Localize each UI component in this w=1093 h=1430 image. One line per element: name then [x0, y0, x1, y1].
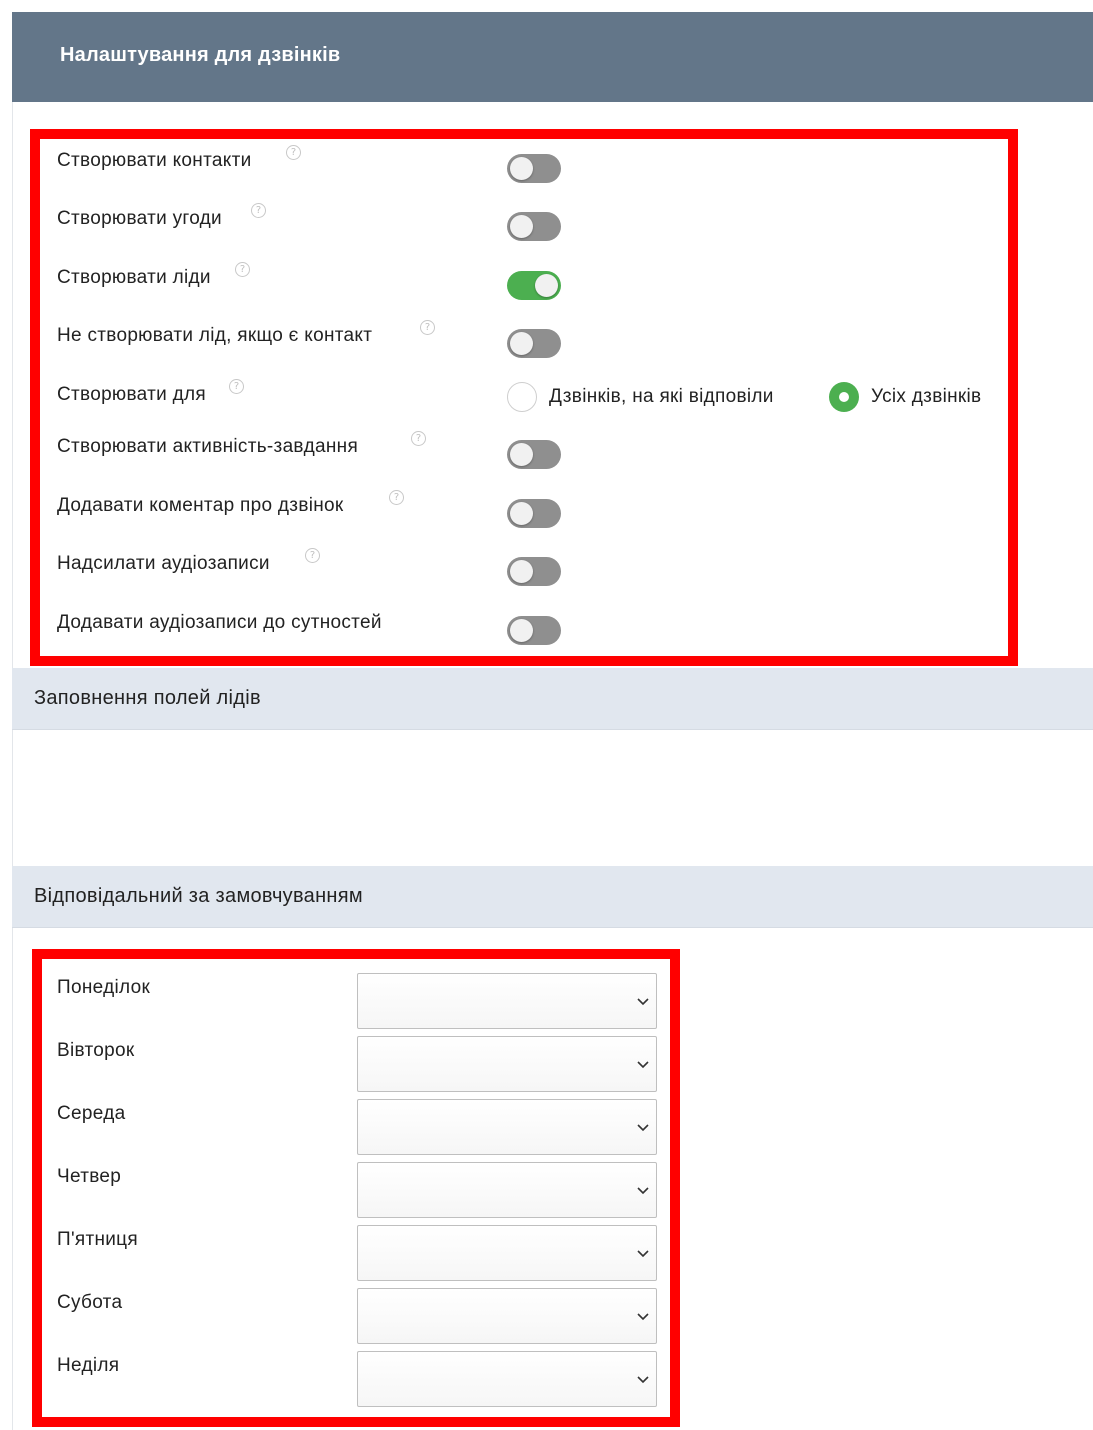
- select-saturday[interactable]: [357, 1288, 657, 1344]
- day-label-saturday: Субота: [57, 1292, 123, 1313]
- radio-answered-calls-label[interactable]: Дзвінків, на які відповіли: [549, 386, 774, 407]
- setting-label: Додавати коментар про дзвінок: [57, 495, 344, 516]
- setting-label: Створювати ліди: [57, 267, 211, 288]
- select-tuesday[interactable]: [357, 1036, 657, 1092]
- day-label-tuesday: Вівторок: [57, 1040, 135, 1061]
- radio-all-calls-label[interactable]: Усіх дзвінків: [871, 386, 982, 407]
- setting-label: Не створювати лід, якщо є контакт: [57, 325, 373, 346]
- chevron-down-icon: [636, 1246, 650, 1260]
- select-thursday[interactable]: [357, 1162, 657, 1218]
- question-circle-icon[interactable]: ?: [251, 203, 266, 218]
- toggle-skip-lead-if-contact[interactable]: [507, 329, 561, 358]
- question-circle-icon[interactable]: ?: [286, 145, 301, 160]
- toggle-attach-recordings[interactable]: [507, 616, 561, 645]
- question-circle-icon[interactable]: ?: [229, 379, 244, 394]
- radio-answered-calls[interactable]: [507, 382, 537, 412]
- toggle-create-task-activity[interactable]: [507, 440, 561, 469]
- toggle-knob: [510, 332, 533, 355]
- panel-header: [12, 12, 1093, 102]
- day-label-thursday: Четвер: [57, 1166, 122, 1187]
- question-circle-icon[interactable]: ?: [305, 548, 320, 563]
- select-wednesday[interactable]: [357, 1099, 657, 1155]
- chevron-down-icon: [636, 994, 650, 1008]
- setting-label: Створювати для: [57, 384, 206, 405]
- chevron-down-icon: [636, 1309, 650, 1323]
- toggle-knob: [535, 274, 558, 297]
- toggle-add-call-comment[interactable]: [507, 499, 561, 528]
- day-label-sunday: Неділя: [57, 1355, 120, 1376]
- setting-label: Додавати аудіозаписи до сутностей: [57, 612, 382, 633]
- setting-label: Надсилати аудіозаписи: [57, 553, 270, 574]
- setting-label: Створювати угоди: [57, 208, 222, 229]
- toggle-knob: [510, 619, 533, 642]
- radio-all-calls[interactable]: [829, 382, 859, 412]
- select-sunday[interactable]: [357, 1351, 657, 1407]
- section-title: Заповнення полей лідів: [34, 687, 261, 709]
- select-friday[interactable]: [357, 1225, 657, 1281]
- setting-label: Створювати контакти: [57, 150, 252, 171]
- toggle-send-recordings[interactable]: [507, 557, 561, 586]
- toggle-knob: [510, 157, 533, 180]
- section-default-responsible: [12, 866, 1093, 928]
- question-circle-icon[interactable]: ?: [235, 262, 250, 277]
- toggle-knob: [510, 215, 533, 238]
- setting-label: Створювати активність-завдання: [57, 436, 359, 457]
- toggle-create-contacts[interactable]: [507, 154, 561, 183]
- day-label-wednesday: Середа: [57, 1103, 126, 1124]
- chevron-down-icon: [636, 1183, 650, 1197]
- toggle-knob: [510, 560, 533, 583]
- page-gutter: [0, 0, 12, 1430]
- select-monday[interactable]: [357, 973, 657, 1029]
- toggle-knob: [510, 443, 533, 466]
- chevron-down-icon: [636, 1372, 650, 1386]
- day-label-monday: Понеділок: [57, 977, 151, 998]
- panel-title: Налаштування для дзвінків: [60, 44, 341, 66]
- toggle-knob: [510, 502, 533, 525]
- question-circle-icon[interactable]: ?: [389, 490, 404, 505]
- question-circle-icon[interactable]: ?: [411, 431, 426, 446]
- chevron-down-icon: [636, 1057, 650, 1071]
- section-title: Відповідальний за замовчуванням: [34, 885, 363, 907]
- day-label-friday: П'ятниця: [57, 1229, 138, 1250]
- question-circle-icon[interactable]: ?: [420, 320, 435, 335]
- toggle-create-leads[interactable]: [507, 271, 561, 300]
- toggle-create-deals[interactable]: [507, 212, 561, 241]
- chevron-down-icon: [636, 1120, 650, 1134]
- section-lead-fields: [12, 668, 1093, 730]
